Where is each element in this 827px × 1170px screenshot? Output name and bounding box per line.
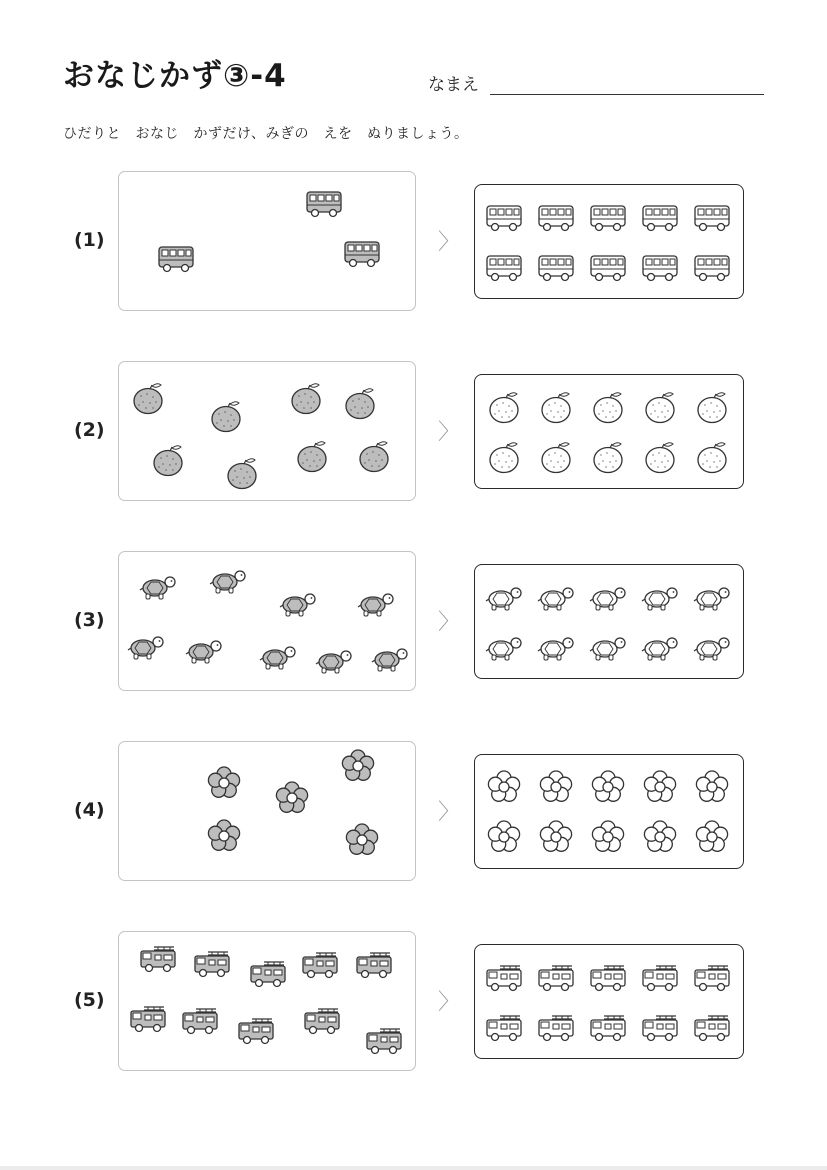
turtle-icon[interactable] (536, 630, 576, 664)
flower-icon (342, 823, 382, 857)
bus-icon[interactable] (484, 250, 524, 284)
flower-icon (204, 766, 244, 800)
fire-truck-icon[interactable] (588, 1010, 628, 1044)
mandarin-orange-icon[interactable] (536, 440, 576, 474)
problem-1 (0, 171, 827, 317)
bus-icon[interactable] (588, 200, 628, 234)
fire-truck-icon[interactable] (484, 960, 524, 994)
flower-icon[interactable] (588, 770, 628, 804)
chevron-right-icon: 〉 (438, 990, 461, 1015)
fire-truck-icon (364, 1023, 404, 1057)
turtle-icon (138, 569, 178, 603)
chevron-right-icon: 〉 (438, 420, 461, 445)
problem-2 (0, 361, 827, 507)
turtle-icon (356, 586, 396, 620)
turtle-icon (184, 633, 224, 667)
fire-truck-icon[interactable] (536, 1010, 576, 1044)
problem-label: (1) (74, 229, 105, 251)
turtle-icon[interactable] (588, 580, 628, 614)
problem-5 (0, 931, 827, 1077)
bus-icon[interactable] (640, 250, 680, 284)
fire-truck-icon (192, 946, 232, 980)
fire-truck-icon (248, 956, 288, 990)
mandarin-orange-icon[interactable] (640, 390, 680, 424)
bus-icon[interactable] (588, 250, 628, 284)
bus-icon[interactable] (692, 200, 732, 234)
mandarin-orange-icon (286, 381, 326, 415)
fire-truck-icon[interactable] (692, 960, 732, 994)
fire-truck-icon[interactable] (640, 1010, 680, 1044)
fire-truck-icon[interactable] (484, 1010, 524, 1044)
mandarin-orange-icon (128, 381, 168, 415)
mandarin-orange-icon[interactable] (536, 390, 576, 424)
turtle-icon[interactable] (692, 630, 732, 664)
bus-icon[interactable] (692, 250, 732, 284)
fire-truck-icon[interactable] (588, 960, 628, 994)
bus-icon[interactable] (536, 250, 576, 284)
flower-icon[interactable] (484, 820, 524, 854)
turtle-icon[interactable] (640, 630, 680, 664)
bus-icon (156, 241, 196, 275)
turtle-icon[interactable] (536, 580, 576, 614)
turtle-icon[interactable] (484, 630, 524, 664)
chevron-right-icon: 〉 (438, 610, 461, 635)
bus-icon (304, 186, 344, 220)
chevron-right-icon: 〉 (438, 800, 461, 825)
mandarin-orange-icon (206, 399, 246, 433)
mandarin-orange-icon[interactable] (692, 440, 732, 474)
bus-icon[interactable] (484, 200, 524, 234)
fire-truck-icon[interactable] (536, 960, 576, 994)
fire-truck-icon (138, 941, 178, 975)
problem-label: (4) (74, 799, 105, 821)
chevron-right-icon: 〉 (438, 230, 461, 255)
flower-icon[interactable] (640, 770, 680, 804)
fire-truck-icon (236, 1013, 276, 1047)
fire-truck-icon (354, 947, 394, 981)
mandarin-orange-icon (340, 386, 380, 420)
turtle-icon (314, 643, 354, 677)
mandarin-orange-icon (354, 439, 394, 473)
flower-icon (272, 781, 312, 815)
flower-icon[interactable] (588, 820, 628, 854)
turtle-icon (258, 639, 298, 673)
flower-icon[interactable] (692, 820, 732, 854)
mandarin-orange-icon[interactable] (588, 440, 628, 474)
problem-label: (2) (74, 419, 105, 441)
flower-icon[interactable] (536, 770, 576, 804)
problem-3 (0, 551, 827, 697)
name-label: なまえ (428, 75, 479, 95)
fire-truck-icon (128, 1001, 168, 1035)
page-title: おなじかず③-4 (63, 58, 287, 94)
problem-label: (5) (74, 989, 105, 1011)
mandarin-orange-icon (292, 439, 332, 473)
turtle-icon (370, 641, 410, 675)
turtle-icon (126, 629, 166, 663)
mandarin-orange-icon (148, 443, 188, 477)
flower-icon[interactable] (692, 770, 732, 804)
flower-icon[interactable] (640, 820, 680, 854)
fire-truck-icon[interactable] (692, 1010, 732, 1044)
problem-label: (3) (74, 609, 105, 631)
mandarin-orange-icon[interactable] (588, 390, 628, 424)
mandarin-orange-icon[interactable] (484, 390, 524, 424)
instruction-text: ひだりと おなじ かずだけ、みぎの えを ぬりましょう。 (63, 126, 469, 142)
mandarin-orange-icon[interactable] (640, 440, 680, 474)
turtle-icon (208, 563, 248, 597)
fire-truck-icon (300, 947, 340, 981)
bus-icon (342, 236, 382, 270)
flower-icon (204, 819, 244, 853)
name-input-line[interactable] (490, 94, 764, 95)
problem-4 (0, 741, 827, 887)
turtle-icon[interactable] (640, 580, 680, 614)
turtle-icon[interactable] (692, 580, 732, 614)
fire-truck-icon (302, 1003, 342, 1037)
bus-icon[interactable] (536, 200, 576, 234)
turtle-icon[interactable] (588, 630, 628, 664)
fire-truck-icon[interactable] (640, 960, 680, 994)
flower-icon[interactable] (536, 820, 576, 854)
mandarin-orange-icon (222, 456, 262, 490)
mandarin-orange-icon[interactable] (692, 390, 732, 424)
fire-truck-icon (180, 1003, 220, 1037)
flower-icon (338, 749, 378, 783)
turtle-icon (278, 586, 318, 620)
mandarin-orange-icon[interactable] (484, 440, 524, 474)
bus-icon[interactable] (640, 200, 680, 234)
page-bottom-rule (0, 1166, 827, 1170)
turtle-icon[interactable] (484, 580, 524, 614)
flower-icon[interactable] (484, 770, 524, 804)
